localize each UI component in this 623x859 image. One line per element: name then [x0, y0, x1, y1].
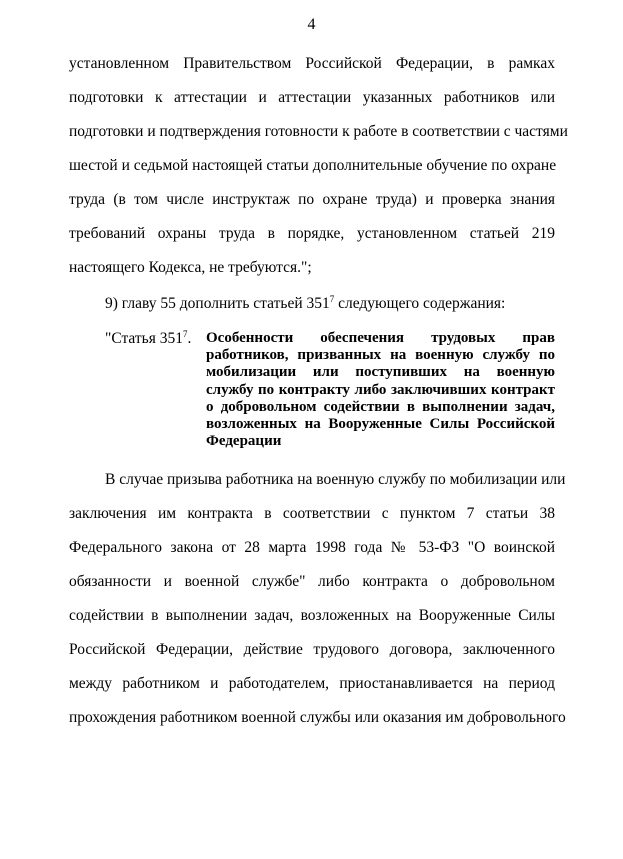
article-title-line: Особенности обеспечения трудовых прав [206, 330, 555, 346]
text-line: подготовки к аттестации и аттестации указанных работников или [69, 89, 555, 106]
text-line: труда (в том числе инструктаж по охране труда) и проверка знания [69, 191, 555, 208]
text-line: шестой и седьмой настоящей статьи дополнительные обучение по охране [69, 157, 557, 174]
article-title-line: мобилизации или поступивших на военную [206, 364, 555, 381]
text-line: подготовки и подтверждения готовности к работе в соответствии с частями [69, 123, 568, 140]
text-line: требований охраны труда в порядке, установленном статьей 219 [69, 225, 555, 242]
article-label [105, 330, 191, 347]
amendment-text: 9) главу 55 дополнить статьей 351 [105, 295, 330, 312]
paragraph-continuation [69, 47, 568, 285]
amendment-clause [105, 287, 505, 321]
text-line: В случае призыва работника на военную службу по мобилизации или [105, 471, 566, 488]
article-title-line: о добровольном содействии в выполнении задач, [206, 398, 555, 415]
article-title-line: службу по контракту либо заключивших контракт [206, 381, 555, 398]
article-label-text: "Статья 351 [105, 330, 183, 347]
text-line: Федерального закона от 28 марта 1998 года № 53-ФЗ "О воинской [69, 539, 555, 556]
text-line: содействии в выполнении задач, возложенных на Вооруженные Силы [69, 607, 555, 624]
text-line: Российской Федерации, действие трудового договора, заключенного [69, 641, 555, 658]
amendment-superscript: 7 [329, 293, 335, 304]
article-title [206, 330, 555, 450]
text-line: установленном Правительством Российской Федерации, в рамках [69, 55, 555, 72]
text-line: между работником и работодателем, приостанавливается на период [69, 675, 555, 692]
article-title-line: возложенных на Вооруженные Силы Российской [206, 415, 555, 432]
body-paragraph [69, 463, 566, 735]
amendment-text-end: следующего содержания: [334, 295, 506, 312]
text-line: прохождения работником военной службы или оказания им добровольного [69, 709, 566, 726]
text-line: обязанности и военной службе" либо контракта о добровольном [69, 573, 555, 590]
text-line: заключения им контракта в соответствии с пунктом 7 статьи 38 [69, 505, 555, 522]
article-title-line: работников, призванных на военную службу по [206, 347, 555, 364]
article-title-line: Федерации [206, 433, 282, 450]
article-label-dot: . [187, 330, 192, 347]
text-line: настоящего Кодекса, не требуются."; [69, 259, 312, 276]
article-label-superscript: 7 [183, 328, 188, 339]
page-number: 4 [307, 16, 316, 33]
